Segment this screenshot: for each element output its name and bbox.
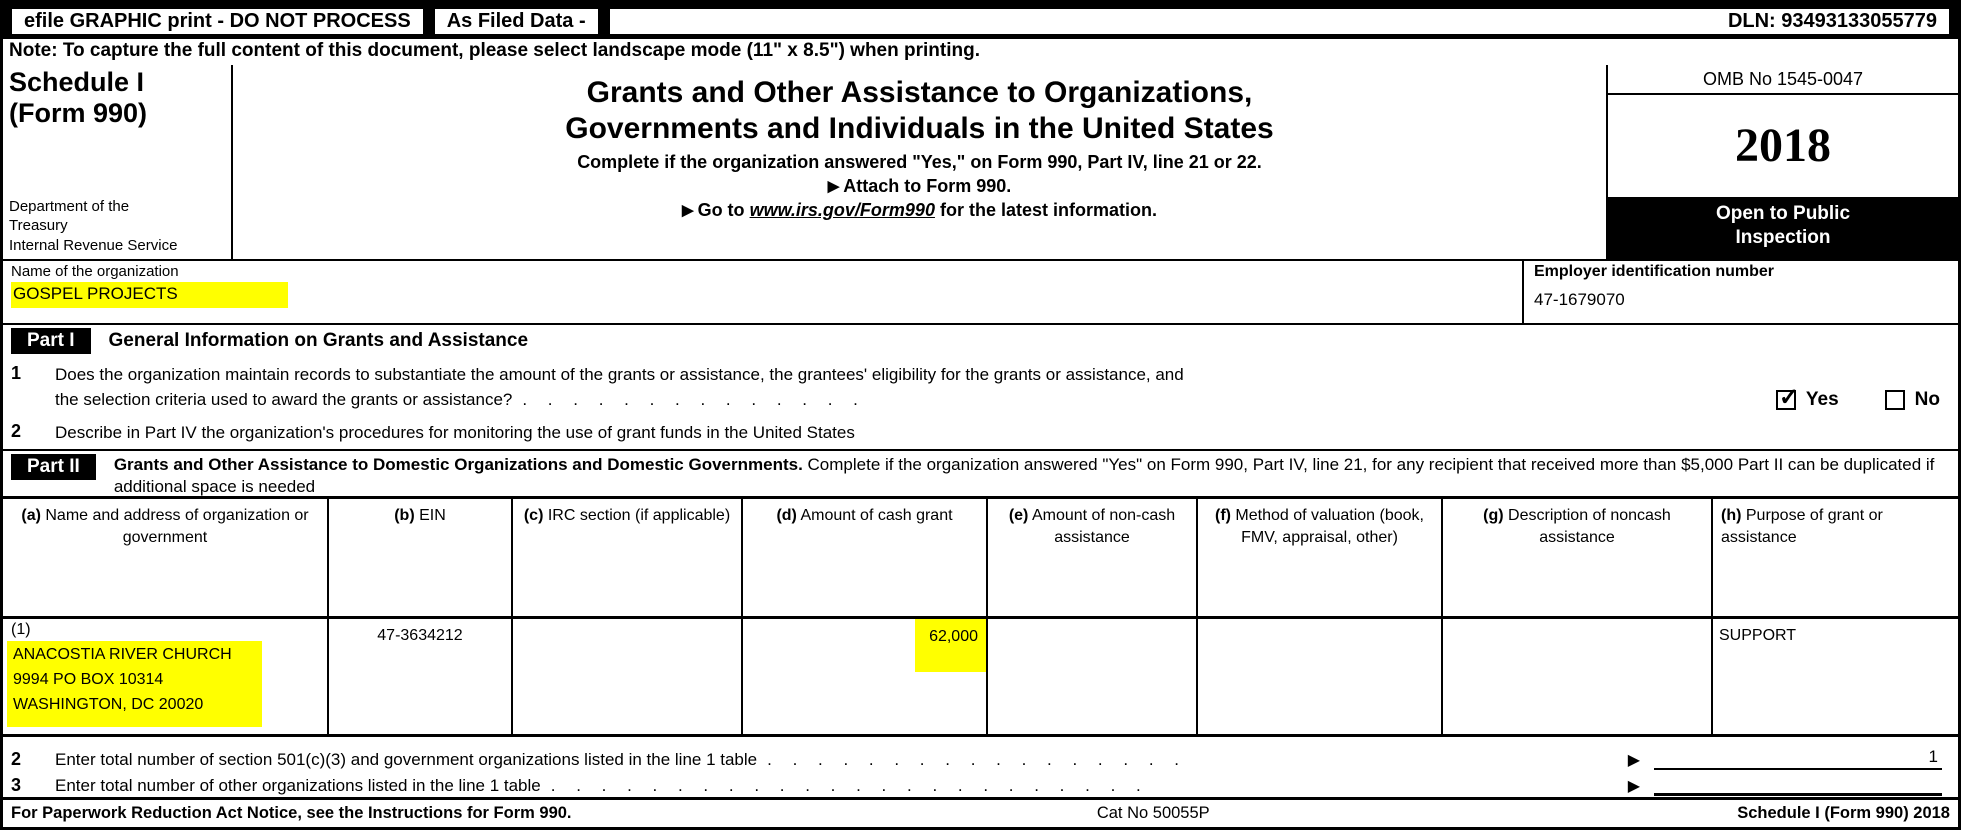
totals-section	[3, 737, 1958, 797]
dot-leader: . . . . . . . . . . . . . . . . .	[767, 750, 1179, 769]
col-header-purpose: (h) Purpose of grant or assistance	[1721, 507, 1883, 547]
goto-arrow-icon: ▶	[682, 202, 694, 219]
omb-number: OMB No 1545-0047	[1608, 65, 1958, 95]
organization-name-value: GOSPEL PROJECTS	[11, 282, 288, 308]
attach-arrow-icon: ▶	[827, 178, 840, 195]
grants-table-header	[3, 499, 1958, 619]
row-index: (1)	[11, 621, 31, 638]
goto-instruction: ▶ Go to www.irs.gov/Form990 for the latest information.	[682, 200, 1157, 220]
col-header-irc-section: (c) IRC section (if applicable)	[513, 499, 743, 616]
ein-value: 47-1679070	[1534, 290, 1625, 309]
part1-line1	[3, 357, 1958, 421]
ein-label: Employer identification number	[1534, 263, 1775, 280]
as-filed-data-label: As Filed Data -	[434, 8, 599, 35]
attach-instruction: ▶ Attach to Form 990.	[827, 176, 1012, 196]
cell-ein: 47-3634212	[329, 619, 513, 734]
open-to-public-badge: Open to Public Inspection	[1608, 197, 1958, 259]
cell-cash-grant	[743, 619, 988, 734]
table-row	[3, 619, 1958, 737]
form-title-block	[233, 65, 1606, 259]
yes-option	[1776, 384, 1839, 411]
organization-row	[3, 261, 1958, 325]
total-line3-text: Enter total number of other organizations listed in the line 1 table	[55, 776, 541, 795]
yes-no-group	[1776, 384, 1940, 411]
part1-line2	[3, 421, 1958, 449]
no-checkbox[interactable]	[1885, 390, 1905, 410]
efile-top-bar	[3, 3, 1958, 39]
organization-name-block	[3, 261, 1522, 323]
cell-noncash-amount	[988, 619, 1198, 734]
department-label: Department of the Treasury Internal Revenue Service	[9, 197, 178, 254]
line1-question: Does the organization maintain records to substantiate the amount of the grants or assistance, the grantees' eligibility for the grants or assistance, and the selection criteria used to award the grants or assistance? . . . . . . . . . . . . . .	[55, 365, 1184, 409]
total-other-line	[11, 770, 1950, 796]
part2-header	[3, 449, 1958, 499]
grantee-name-address: ANACOSTIA RIVER CHURCH 9994 PO BOX 10314 WASHINGTON, DC 20020	[7, 641, 262, 727]
schedule-label: Schedule I (Form 990)	[9, 67, 148, 129]
line2-number: 2	[11, 421, 22, 441]
arrow-icon: ▶	[1627, 752, 1640, 769]
yes-checkbox[interactable]	[1776, 384, 1800, 411]
dot-leader: . . . . . . . . . . . . . .	[522, 389, 858, 409]
col-header-noncash-amount: (e) Amount of non-cash assistance	[988, 499, 1198, 616]
form-id-block	[3, 65, 233, 259]
omb-year-block	[1606, 65, 1958, 259]
total-line3-number: 3	[11, 775, 22, 795]
total-line2-number: 2	[11, 749, 22, 769]
cell-noncash-description	[1443, 619, 1713, 734]
checkmark-icon: ✓	[1778, 384, 1800, 411]
organization-name-label: Name of the organization	[11, 263, 179, 280]
form-footer	[3, 797, 1958, 827]
line2-text: Describe in Part IV the organization's procedures for monitoring the use of grant funds in the United States	[55, 423, 855, 442]
part1-header	[3, 325, 1958, 357]
col-header-ein: (b) EIN	[329, 499, 513, 616]
ein-block	[1522, 261, 1958, 323]
form-subtitle: Complete if the organization answered "Yes," on Form 990, Part IV, line 21 or 22.	[577, 152, 1262, 172]
col-header-name-address: (a) Name and address of organization or government	[3, 499, 329, 616]
total-501c3-line	[11, 744, 1950, 770]
cell-name-address	[3, 619, 329, 734]
form-header	[3, 65, 1958, 261]
part2-title: Grants and Other Assistance to Domestic Organizations and Domestic Governments. Complete if the organization answered "Yes" on Form 990, Part IV, line 21, for any recipient that received more than $5,000 Part II can be duplicated if additional space is needed	[113, 455, 1935, 497]
part2-label: Part II	[11, 454, 96, 480]
arrow-icon: ▶	[1627, 778, 1640, 795]
col-header-valuation-method: (f) Method of valuation (book, FMV, appraisal, other)	[1198, 499, 1443, 616]
line1-number: 1	[11, 363, 22, 383]
cash-grant-value: 62,000	[915, 619, 986, 672]
dot-leader: . . . . . . . . . . . . . . . . . . . . . . . .	[550, 776, 1141, 795]
tax-year: 2018	[1735, 119, 1831, 173]
no-label: No	[1914, 389, 1940, 410]
no-option	[1885, 389, 1940, 411]
schedule-footer-label: Schedule I (Form 990) 2018	[1737, 804, 1950, 822]
cell-irc-section	[513, 619, 743, 734]
cell-purpose: SUPPORT	[1719, 627, 1797, 644]
efile-graphic-print-label: efile GRAPHIC print - DO NOT PROCESS	[11, 8, 424, 35]
irs-form990-link[interactable]: www.irs.gov/Form990	[749, 200, 935, 220]
cell-valuation-method	[1198, 619, 1443, 734]
part1-title: General Information on Grants and Assistance	[108, 330, 529, 351]
total-other-value-field[interactable]	[1654, 792, 1942, 796]
total-501c3-value-field[interactable]: 1	[1654, 747, 1942, 770]
print-note: Note: To capture the full content of this document, please select landscape mode (11" x 8.5") when printing.	[9, 40, 980, 61]
catalog-number: Cat No 50055P	[1096, 804, 1210, 822]
col-header-cash-grant: (d) Amount of cash grant	[743, 499, 988, 616]
form-title: Grants and Other Assistance to Organizations, Governments and Individuals in the United States	[565, 76, 1274, 145]
dln-number: DLN: 93493133055779	[609, 8, 1950, 35]
part1-label: Part I	[11, 328, 91, 354]
total-line2-text: Enter total number of section 501(c)(3) and government organizations listed in the line 1 table	[55, 750, 758, 769]
yes-label: Yes	[1805, 389, 1839, 410]
col-header-noncash-description: (g) Description of noncash assistance	[1443, 499, 1713, 616]
paperwork-notice: For Paperwork Reduction Act Notice, see the Instructions for Form 990.	[11, 804, 572, 822]
